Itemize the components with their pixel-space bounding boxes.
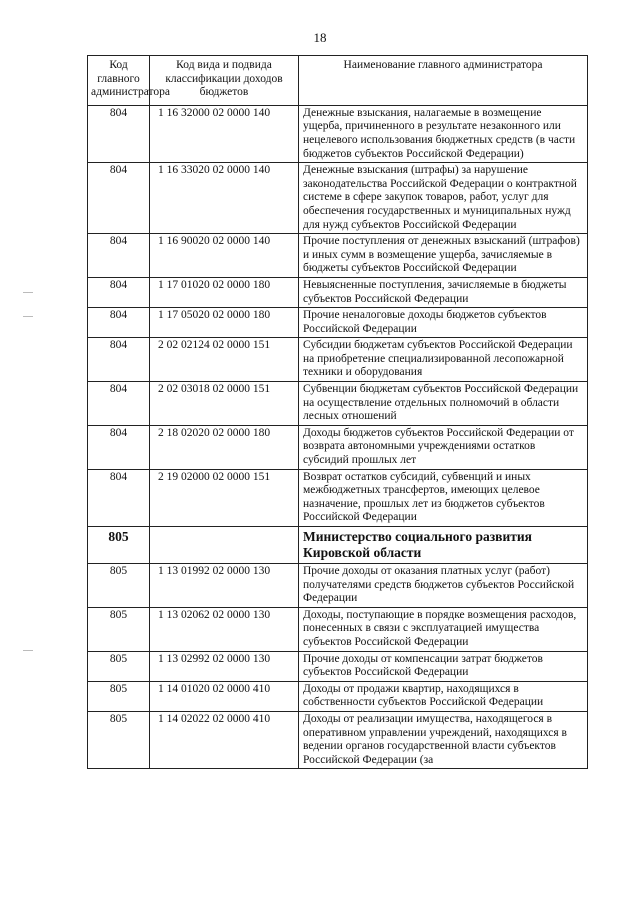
table-row	[88, 163, 588, 234]
admin-code-cell: 804	[88, 469, 150, 526]
margin-mark	[23, 650, 33, 651]
revenue-code-cell: 1 13 01992 02 0000 130	[150, 564, 299, 608]
admin-code-cell: 804	[88, 234, 150, 278]
admin-name-cell: Прочие неналоговые доходы бюджетов субъектов Российской Федерации	[299, 308, 588, 338]
header-admin-code: Код главного администратора	[88, 56, 150, 106]
admin-name-cell: Денежные взыскания (штрафы) за нарушение законодательства Российской Федерации о контрактной системе в сфере закупок товаров, работ, услуг для обеспечения государственных и муниципальных нужд для нужд субъектов Российской Федерации	[299, 163, 588, 234]
table-row	[88, 651, 588, 681]
revenue-code-cell: 1 17 05020 02 0000 180	[150, 308, 299, 338]
revenue-code-cell: 2 19 02000 02 0000 151	[150, 469, 299, 526]
table-row	[88, 681, 588, 711]
admin-name-cell: Доходы от реализации имущества, находящегося в оперативном управлении учреждений, находящихся в ведении органов государственной власти субъектов Российской Федерации (за	[299, 711, 588, 768]
revenue-code-cell: 2 02 03018 02 0000 151	[150, 382, 299, 426]
revenue-code-cell: 1 16 33020 02 0000 140	[150, 163, 299, 234]
revenue-code-cell	[150, 527, 299, 564]
admin-name-cell: Прочие доходы от оказания платных услуг (работ) получателями средств бюджетов субъектов Российской Федерации	[299, 564, 588, 608]
revenue-code-cell: 1 14 02022 02 0000 410	[150, 711, 299, 768]
revenue-code-cell: 1 16 90020 02 0000 140	[150, 234, 299, 278]
page-number: 18	[313, 30, 327, 45]
admin-name-cell: Возврат остатков субсидий, субвенций и иных межбюджетных трансфертов, имеющих целевое назначение, прошлых лет из бюджетов субъектов Российской Федерации	[299, 469, 588, 526]
table-row	[88, 277, 588, 307]
admin-name-cell: Прочие поступления от денежных взысканий (штрафов) и иных сумм в возмещение ущерба, зачисляемые в бюджеты субъектов Российской Федерации	[299, 234, 588, 278]
table-row	[88, 308, 588, 338]
section-row	[88, 527, 588, 564]
admin-name-cell: Невыясненные поступления, зачисляемые в бюджеты субъектов Российской Федерации	[299, 277, 588, 307]
admin-code-cell: 805	[88, 651, 150, 681]
margin-mark	[23, 292, 33, 293]
table-row	[88, 469, 588, 526]
table-header-row	[88, 56, 588, 106]
admin-code-cell: 804	[88, 163, 150, 234]
table-row	[88, 382, 588, 426]
admin-code-cell: 805	[88, 711, 150, 768]
admin-code-cell: 805	[88, 564, 150, 608]
revenue-code-cell: 1 13 02062 02 0000 130	[150, 607, 299, 651]
admin-code-cell: 804	[88, 277, 150, 307]
admin-name-cell: Министерство социального развития Кировской области	[299, 527, 588, 564]
admin-code-cell: 804	[88, 308, 150, 338]
admin-name-cell: Доходы, поступающие в порядке возмещения расходов, понесенных в связи с эксплуатацией имущества субъектов Российской Федерации	[299, 607, 588, 651]
revenue-code-cell: 1 14 01020 02 0000 410	[150, 681, 299, 711]
admin-name-cell: Субсидии бюджетам субъектов Российской Федерации на приобретение специализированной лесопожарной техники и оборудования	[299, 338, 588, 382]
admin-name-cell: Денежные взыскания, налагаемые в возмещение ущерба, причиненного в результате незаконного или нецелевого использования бюджетных средств (в части бюджетов субъектов Российской Федерации)	[299, 105, 588, 162]
admin-code-cell: 805	[88, 527, 150, 564]
revenue-code-cell: 2 02 02124 02 0000 151	[150, 338, 299, 382]
table-row	[88, 564, 588, 608]
table-row	[88, 425, 588, 469]
table-body	[88, 105, 588, 769]
admin-code-cell: 804	[88, 338, 150, 382]
table-row	[88, 234, 588, 278]
admin-code-cell: 805	[88, 681, 150, 711]
revenue-code-cell: 1 17 01020 02 0000 180	[150, 277, 299, 307]
table-row	[88, 711, 588, 768]
table-row	[88, 607, 588, 651]
admin-name-cell: Доходы бюджетов субъектов Российской Федерации от возврата автономными учреждениями остатков субсидий прошлых лет	[299, 425, 588, 469]
table-row	[88, 338, 588, 382]
header-admin-name: Наименование главного администратора	[299, 56, 588, 106]
revenue-code-cell: 1 16 32000 02 0000 140	[150, 105, 299, 162]
admin-name-cell: Прочие доходы от компенсации затрат бюджетов субъектов Российской Федерации	[299, 651, 588, 681]
admin-name-cell: Доходы от продажи квартир, находящихся в собственности субъектов Российской Федерации	[299, 681, 588, 711]
admin-code-cell: 805	[88, 607, 150, 651]
admin-code-cell: 804	[88, 382, 150, 426]
revenue-code-cell: 1 13 02992 02 0000 130	[150, 651, 299, 681]
revenue-code-cell: 2 18 02020 02 0000 180	[150, 425, 299, 469]
table-row	[88, 105, 588, 162]
admin-code-cell: 804	[88, 105, 150, 162]
margin-mark	[23, 316, 33, 317]
revenue-administrators-table	[87, 55, 588, 769]
header-revenue-code: Код вида и подвида классификации доходов бюджетов	[150, 56, 299, 106]
admin-code-cell: 804	[88, 425, 150, 469]
admin-name-cell: Субвенции бюджетам субъектов Российской Федерации на осуществление отдельных полномочий в области лесных отношений	[299, 382, 588, 426]
